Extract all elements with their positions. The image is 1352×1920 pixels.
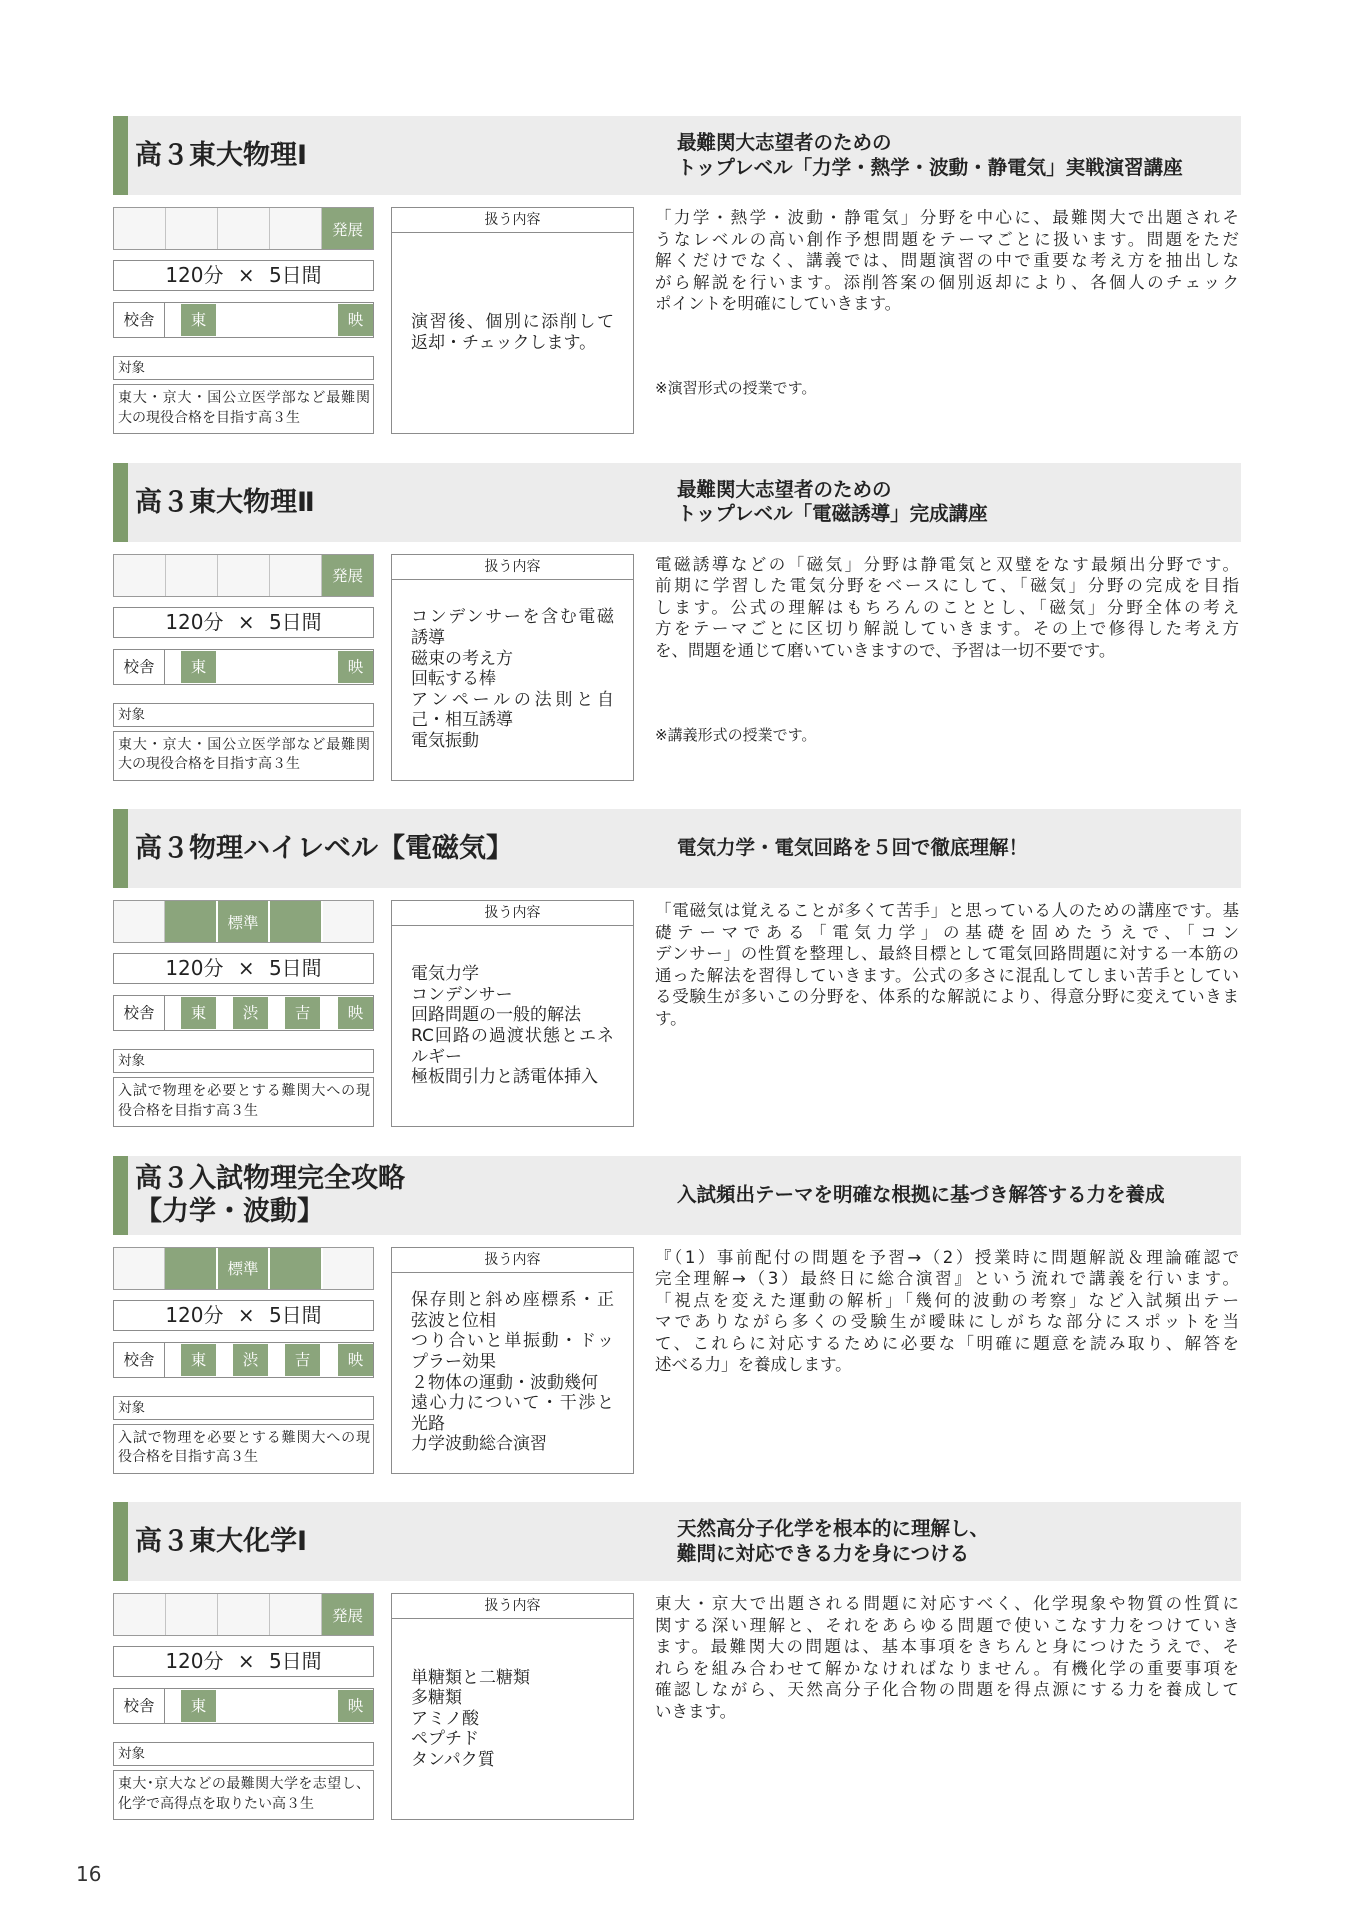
level-cell	[270, 555, 322, 596]
course-subtitle-line: トップレベル「力学・熱学・波動・静電気」実戦演習講座	[677, 155, 1183, 179]
level-cell	[114, 1594, 166, 1635]
level-indicator	[113, 207, 374, 250]
description-line: マでありながら多くの受験生が曖昧にしがちな部分にスポットを当	[655, 1312, 1239, 1331]
content-label: 扱う内容	[392, 1248, 633, 1273]
content-line: RC回路の過渡状態とエネ	[411, 1026, 614, 1046]
content-line: 保存則と斜め座標系・正	[411, 1290, 614, 1311]
campus-badge: 映	[338, 1344, 373, 1376]
campus-label: 校舎	[114, 1689, 165, 1723]
course-subtitle	[677, 809, 1028, 888]
course-subtitle-line: 最難関大志望者のための	[677, 131, 892, 154]
target-line: 化学で高得点を取りたい高３生	[118, 1795, 314, 1812]
content-box	[391, 1593, 634, 1820]
content-line: コンデンサー	[411, 984, 513, 1005]
content-list	[392, 233, 633, 433]
description-line: 東大・京大で出題される問題に対応すべく、化学現象や物質の性質に	[655, 1594, 1239, 1613]
course-title-line: 高３東大化学Ⅰ	[135, 1526, 308, 1557]
level-label: 発展	[322, 555, 373, 596]
content-line: 己・相互誘導	[411, 710, 513, 731]
level-indicator	[113, 1593, 374, 1636]
course-header	[113, 1502, 1241, 1581]
course-note: ※演習形式の授業です。	[655, 379, 817, 397]
content-label: 扱う内容	[392, 555, 633, 580]
content-box	[391, 554, 634, 781]
course-description	[655, 1247, 1239, 1376]
content-line: 磁束の考え方	[411, 648, 513, 669]
level-cell	[323, 901, 373, 942]
course-subtitle	[677, 116, 1183, 195]
level-cell	[270, 208, 322, 249]
description-line: 確認しながら、天然高分子化合物の問題を得点源にする力を養成して	[655, 1680, 1239, 1699]
content-line: ペプチド	[411, 1729, 479, 1750]
campus-label: 校舎	[114, 303, 165, 337]
content-line: 多糖類	[411, 1688, 462, 1709]
description-line: 礎テーマである「電気力学」の基礎を固めたうえで、「コン	[655, 922, 1239, 942]
level-cell	[323, 1248, 373, 1289]
course-subtitle	[677, 1502, 989, 1581]
level-cell	[165, 1248, 217, 1289]
content-line: 単糖類と二糖類	[411, 1667, 530, 1688]
level-cell	[218, 208, 270, 249]
course-title	[135, 1156, 405, 1235]
target-line: 大の現役合格を目指す高３生	[118, 756, 300, 772]
description-line: 通った解法を習得していきます。公式の多さに混乱してしまい苦手としてい	[655, 965, 1239, 985]
level-cell	[270, 1248, 322, 1289]
course-block	[0, 463, 1352, 793]
content-line: ルギー	[411, 1046, 462, 1067]
page-number: 16	[76, 1862, 102, 1886]
level-cell	[166, 1594, 218, 1635]
target-line: 役合格を目指す高３生	[118, 1102, 258, 1119]
content-line: アンペールの法則と自	[411, 689, 614, 710]
target-line: 役合格を目指す高３生	[118, 1449, 258, 1465]
description-line: します。公式の理解はもちろんのこととし、「磁気」分野全体の考え	[655, 597, 1239, 617]
header-accent-bar	[113, 1156, 128, 1235]
description-line: ポイントを明確にしていきます。	[655, 294, 902, 313]
duration: 120分 × 5日間	[113, 953, 374, 984]
course-subtitle-line: 入試頻出テーマを明確な根拠に基づき解答する力を養成	[677, 1182, 1165, 1206]
course-title	[135, 809, 513, 888]
header-accent-bar	[113, 809, 128, 888]
course-title-line: 高３東大物理Ⅱ	[135, 486, 315, 518]
campus-label: 校舎	[114, 650, 165, 684]
duration: 120分 × 5日間	[113, 607, 374, 638]
campus-badge: 渋	[233, 997, 268, 1029]
campus-badge: 東	[181, 1344, 216, 1376]
campus-badge: 吉	[285, 997, 320, 1029]
course-subtitle-line: 難問に対応できる力を身につける	[677, 1541, 970, 1565]
content-line: つり合いと単振動・ドッ	[411, 1331, 614, 1352]
target-line: 東大･京大などの最難関大学を志望し、	[118, 1776, 370, 1792]
level-indicator	[113, 900, 374, 943]
target-text	[113, 384, 374, 434]
course-note: ※講義形式の授業です。	[655, 725, 817, 744]
campus-badge: 東	[181, 997, 216, 1029]
description-line: 前期に学習した電気分野をベースにして、「磁気」分野の完成を目指	[655, 576, 1239, 595]
campus-row	[113, 995, 374, 1031]
course-block	[0, 1502, 1352, 1832]
target-line: 東大・京大・国公立医学部など最難関	[118, 390, 370, 406]
target-text	[113, 1770, 374, 1820]
level-cell	[166, 208, 218, 249]
header-accent-bar	[113, 463, 128, 542]
description-line: れらを組み合わせて解かなければなりません。有機化学の重要事項を	[655, 1658, 1239, 1678]
description-line: す。	[655, 1008, 687, 1028]
description-line: を、問題を通じて磨いていきますので、予習は一切不要です。	[655, 640, 1116, 660]
description-line: ます。最難関大の問題は、基本事項をきちんと身につけたうえで、そ	[655, 1637, 1239, 1656]
level-cell	[114, 208, 166, 249]
description-line: がら解説を行います。添削答案の個別返却により、各個人のチェック	[655, 272, 1239, 292]
course-title	[135, 1502, 307, 1581]
target-label: 対象	[113, 356, 374, 380]
course-block	[0, 809, 1352, 1139]
course-title	[135, 116, 307, 195]
campus-badge: 東	[181, 1690, 216, 1722]
course-header	[113, 463, 1241, 542]
duration: 120分 × 5日間	[113, 1646, 374, 1677]
course-subtitle-line: トップレベル「電磁誘導」完成講座	[677, 502, 988, 525]
target-line: 入試で物理を必要とする難関大への現	[118, 1083, 370, 1099]
content-line: 力学波動総合演習	[411, 1434, 547, 1455]
content-line: コンデンサーを含む電磁	[411, 607, 614, 628]
campus-badge: 渋	[233, 1344, 268, 1376]
content-line: 電気力学	[411, 964, 479, 985]
campus-badge: 東	[181, 304, 216, 336]
content-line: プラー効果	[411, 1351, 496, 1372]
campus-badge: 東	[181, 651, 216, 683]
level-cell	[270, 901, 322, 942]
campus-label: 校舎	[114, 996, 165, 1030]
description-line: 完全理解→（3）最終日に総合演習』という流れで講義を行います。	[655, 1269, 1239, 1288]
content-line: 電気振動	[411, 730, 479, 751]
level-indicator	[113, 554, 374, 597]
course-description	[655, 207, 1239, 315]
level-cell	[114, 555, 166, 596]
header-accent-bar	[113, 116, 128, 195]
level-cell	[270, 1594, 322, 1635]
level-cell	[218, 1594, 270, 1635]
content-line: 極板間引力と誘電体挿入	[411, 1067, 598, 1088]
content-line: 演習後、個別に添削して	[411, 312, 614, 333]
content-list	[392, 1619, 633, 1819]
content-box	[391, 900, 634, 1127]
target-line: 大の現役合格を目指す高３生	[118, 409, 300, 426]
duration: 120分 × 5日間	[113, 260, 374, 291]
level-cell	[114, 901, 165, 942]
description-line: いきます。	[655, 1701, 737, 1721]
course-description	[655, 554, 1239, 662]
course-header	[113, 1156, 1241, 1235]
campus-badge: 吉	[285, 1344, 320, 1376]
description-line: 「力学・熱学・波動・静電気」分野を中心に、最難関大で出題されそ	[655, 208, 1239, 227]
description-line: 「電磁気は覚えることが多くて苦手」と思っている人のための講座です。基	[655, 901, 1239, 920]
content-box	[391, 1247, 634, 1474]
level-label: 標準	[218, 1248, 270, 1289]
course-title	[135, 463, 315, 542]
description-line: 述べる力」を養成します。	[655, 1355, 852, 1374]
course-subtitle	[677, 1156, 1165, 1235]
level-cell	[114, 1248, 165, 1289]
campus-badge: 映	[338, 651, 373, 683]
content-label: 扱う内容	[392, 208, 633, 233]
course-title-line: 高３入試物理完全攻略	[135, 1163, 405, 1194]
header-accent-bar	[113, 1502, 128, 1581]
level-cell	[166, 555, 218, 596]
content-line: ２物体の運動・波動幾何	[411, 1372, 598, 1393]
target-label: 対象	[113, 1396, 374, 1420]
description-line: て、これらに対応するために必要な「明確に題意を読み取り、解答を	[655, 1333, 1239, 1353]
campus-label: 校舎	[114, 1343, 165, 1377]
course-subtitle-line: 最難関大志望者のための	[677, 477, 892, 501]
description-line: る受験生が多いこの分野を、体系的な解説により、得意分野に変えていきま	[655, 987, 1239, 1006]
description-line: 『（1）事前配付の問題を予習→（2）授業時に問題解説＆理論確認で	[655, 1247, 1239, 1267]
course-title-line: 【力学・波動】	[135, 1196, 324, 1227]
level-cell	[165, 901, 217, 942]
description-line: 関する深い理解と、それをあらゆる問題で使いこなす力をつけていき	[655, 1615, 1239, 1635]
content-list	[392, 1273, 633, 1473]
course-title-line: 高３東大物理Ⅰ	[135, 140, 308, 171]
target-label: 対象	[113, 1742, 374, 1766]
campus-badge: 映	[338, 997, 373, 1029]
course-header	[113, 809, 1241, 888]
target-text	[113, 731, 374, 781]
content-line: 回転する棒	[411, 669, 496, 690]
course-block	[0, 116, 1352, 446]
level-label: 標準	[218, 901, 270, 942]
level-indicator	[113, 1247, 374, 1290]
campus-badge: 映	[338, 304, 373, 336]
description-line: 電磁誘導などの「磁気」分野は静電気と双璧をなす最頻出分野です。	[655, 554, 1239, 574]
target-text	[113, 1077, 374, 1127]
course-header	[113, 116, 1241, 195]
content-list	[392, 926, 633, 1126]
campus-row	[113, 649, 374, 685]
course-subtitle-line: 電気力学・電気回路を５回で徹底理解！	[677, 836, 1029, 860]
content-label: 扱う内容	[392, 1594, 633, 1619]
description-line: 「視点を変えた運動の解析」「幾何的波動の考察」など入試頻出テー	[655, 1290, 1240, 1310]
course-block	[0, 1156, 1352, 1486]
content-list	[392, 580, 633, 780]
content-line: 遠心力について・干渉と	[411, 1393, 614, 1414]
content-line: 誘導	[411, 628, 445, 649]
content-label: 扱う内容	[392, 901, 633, 926]
description-line: 方をテーマごとに区切り解説していきます。その上で修得した考え方	[655, 619, 1239, 638]
course-subtitle	[677, 463, 988, 542]
course-subtitle-line: 天然高分子化学を根本的に理解し、	[677, 1517, 990, 1540]
course-description	[655, 1593, 1239, 1722]
duration: 120分 × 5日間	[113, 1300, 374, 1331]
target-label: 対象	[113, 1049, 374, 1073]
campus-row	[113, 1688, 374, 1724]
level-label: 発展	[322, 208, 373, 249]
course-description	[655, 900, 1239, 1029]
content-box	[391, 207, 634, 434]
campus-row	[113, 1342, 374, 1378]
content-line: 返却・チェックします。	[411, 333, 597, 353]
level-cell	[218, 555, 270, 596]
target-line: 入試で物理を必要とする難関大への現	[118, 1429, 370, 1446]
course-title-line: 高３物理ハイレベル【電磁気】	[135, 833, 513, 864]
campus-badge: 映	[338, 1690, 373, 1722]
content-line: タンパク質	[411, 1749, 495, 1770]
content-line: アミノ酸	[411, 1708, 479, 1729]
content-line: 弦波と位相	[411, 1310, 496, 1331]
target-line: 東大・京大・国公立医学部など最難関	[118, 736, 370, 753]
target-text	[113, 1424, 374, 1474]
content-line: 回路問題の一般的解法	[411, 1005, 581, 1026]
description-line: うなレベルの高い創作予想問題をテーマごとに扱います。問題をただ	[655, 229, 1239, 249]
level-label: 発展	[322, 1594, 373, 1635]
campus-row	[113, 302, 374, 338]
content-line: 光路	[411, 1413, 445, 1434]
description-line: 解くだけでなく、講義では、問題演習の中で重要な考え方を抽出しな	[655, 251, 1239, 270]
description-line: デンサー」の性質を整理し、最終目標として電気回路問題に対する一本筋の	[655, 944, 1239, 963]
target-label: 対象	[113, 703, 374, 727]
